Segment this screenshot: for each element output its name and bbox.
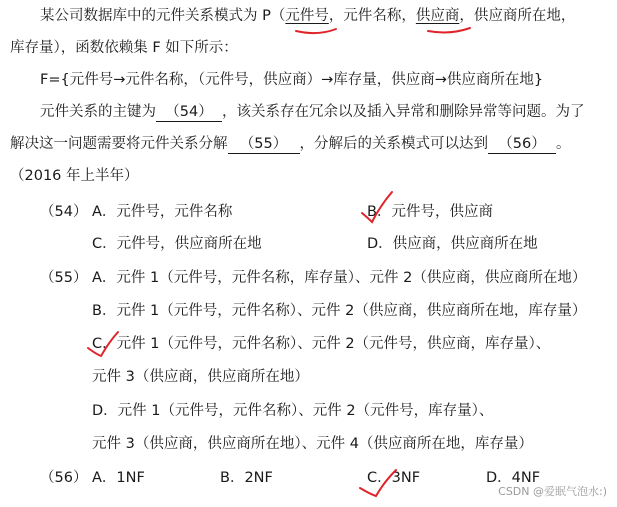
passage-text: 。 xyxy=(556,136,571,152)
question-54-number: （54） xyxy=(40,204,88,220)
exam-year: （2016 年上半年） xyxy=(10,168,139,184)
option-56-c: C．3NF xyxy=(367,470,421,486)
red-check-56-c xyxy=(360,470,396,496)
passage-line-2: 库存量），函数依赖集 F 如下所示： xyxy=(10,40,238,56)
option-55-d-line-2: 元件 3（供应商，供应商所在地）、元件 4（供应商所在地，库存量） xyxy=(92,436,533,452)
red-check-54-b xyxy=(362,192,392,222)
option-55-c-line-1: C．元件 1（元件号，元件名称）、元件 2（元件号，供应商，库存量）、 xyxy=(92,336,551,352)
option-55-d-line-1: D．元件 1（元件号，元件名称）、元件 2（元件号，库存量）、 xyxy=(92,403,494,419)
passage-text: 某公司数据库中的元件关系模式为 P（ xyxy=(40,8,286,24)
csdn-watermark: CSDN @爱眠气泡水:) xyxy=(498,485,607,498)
option-55-c-line-2: 元件 3（供应商，供应商所在地） xyxy=(92,369,309,385)
passage-text: ，该关系存在冗余以及插入异常和删除异常等问题。为了 xyxy=(222,104,585,120)
question-55-number: （55） xyxy=(40,270,88,286)
red-underline-supplier xyxy=(428,28,470,32)
option-54-c: C．元件号，供应商所在地 xyxy=(92,236,262,252)
option-54-b: B．元件号，供应商 xyxy=(367,204,493,220)
option-56-a: A．1NF xyxy=(92,470,145,486)
passage-text: ，元件名称， xyxy=(328,8,416,24)
red-underline-component-id xyxy=(296,29,336,33)
question-56-number: （56） xyxy=(40,470,88,486)
blank-56: （56） xyxy=(488,135,556,154)
underlined-component-id: 元件号 xyxy=(285,8,329,24)
option-56-b: B．2NF xyxy=(220,470,273,486)
option-56-d: D．4NF xyxy=(486,470,541,486)
functional-dependency-set: F={元件号→元件名称，（元件号，供应商）→库存量，供应商→供应商所在地} xyxy=(40,72,544,88)
blank-55: （55） xyxy=(228,135,300,154)
underlined-supplier: 供应商 xyxy=(415,8,460,24)
passage-text: 解决这一问题需要将元件关系分解 xyxy=(10,136,228,152)
option-55-a: A．元件 1（元件号，元件名称，库存量）、元件 2（供应商，供应商所在地） xyxy=(92,270,587,286)
passage-text: ，分解后的关系模式可以达到 xyxy=(299,136,488,152)
red-check-55-c xyxy=(88,332,118,356)
option-54-a: A．元件号，元件名称 xyxy=(92,204,233,220)
option-54-d: D．供应商，供应商所在地 xyxy=(367,236,538,252)
blank-54: （54） xyxy=(156,103,222,122)
option-55-b: B．元件 1（元件号，元件名称）、元件 2（供应商，供应商所在地，库存量） xyxy=(92,303,587,319)
passage-text: ，供应商所在地， xyxy=(459,8,576,24)
passage-text: 元件关系的主键为 xyxy=(40,104,156,120)
